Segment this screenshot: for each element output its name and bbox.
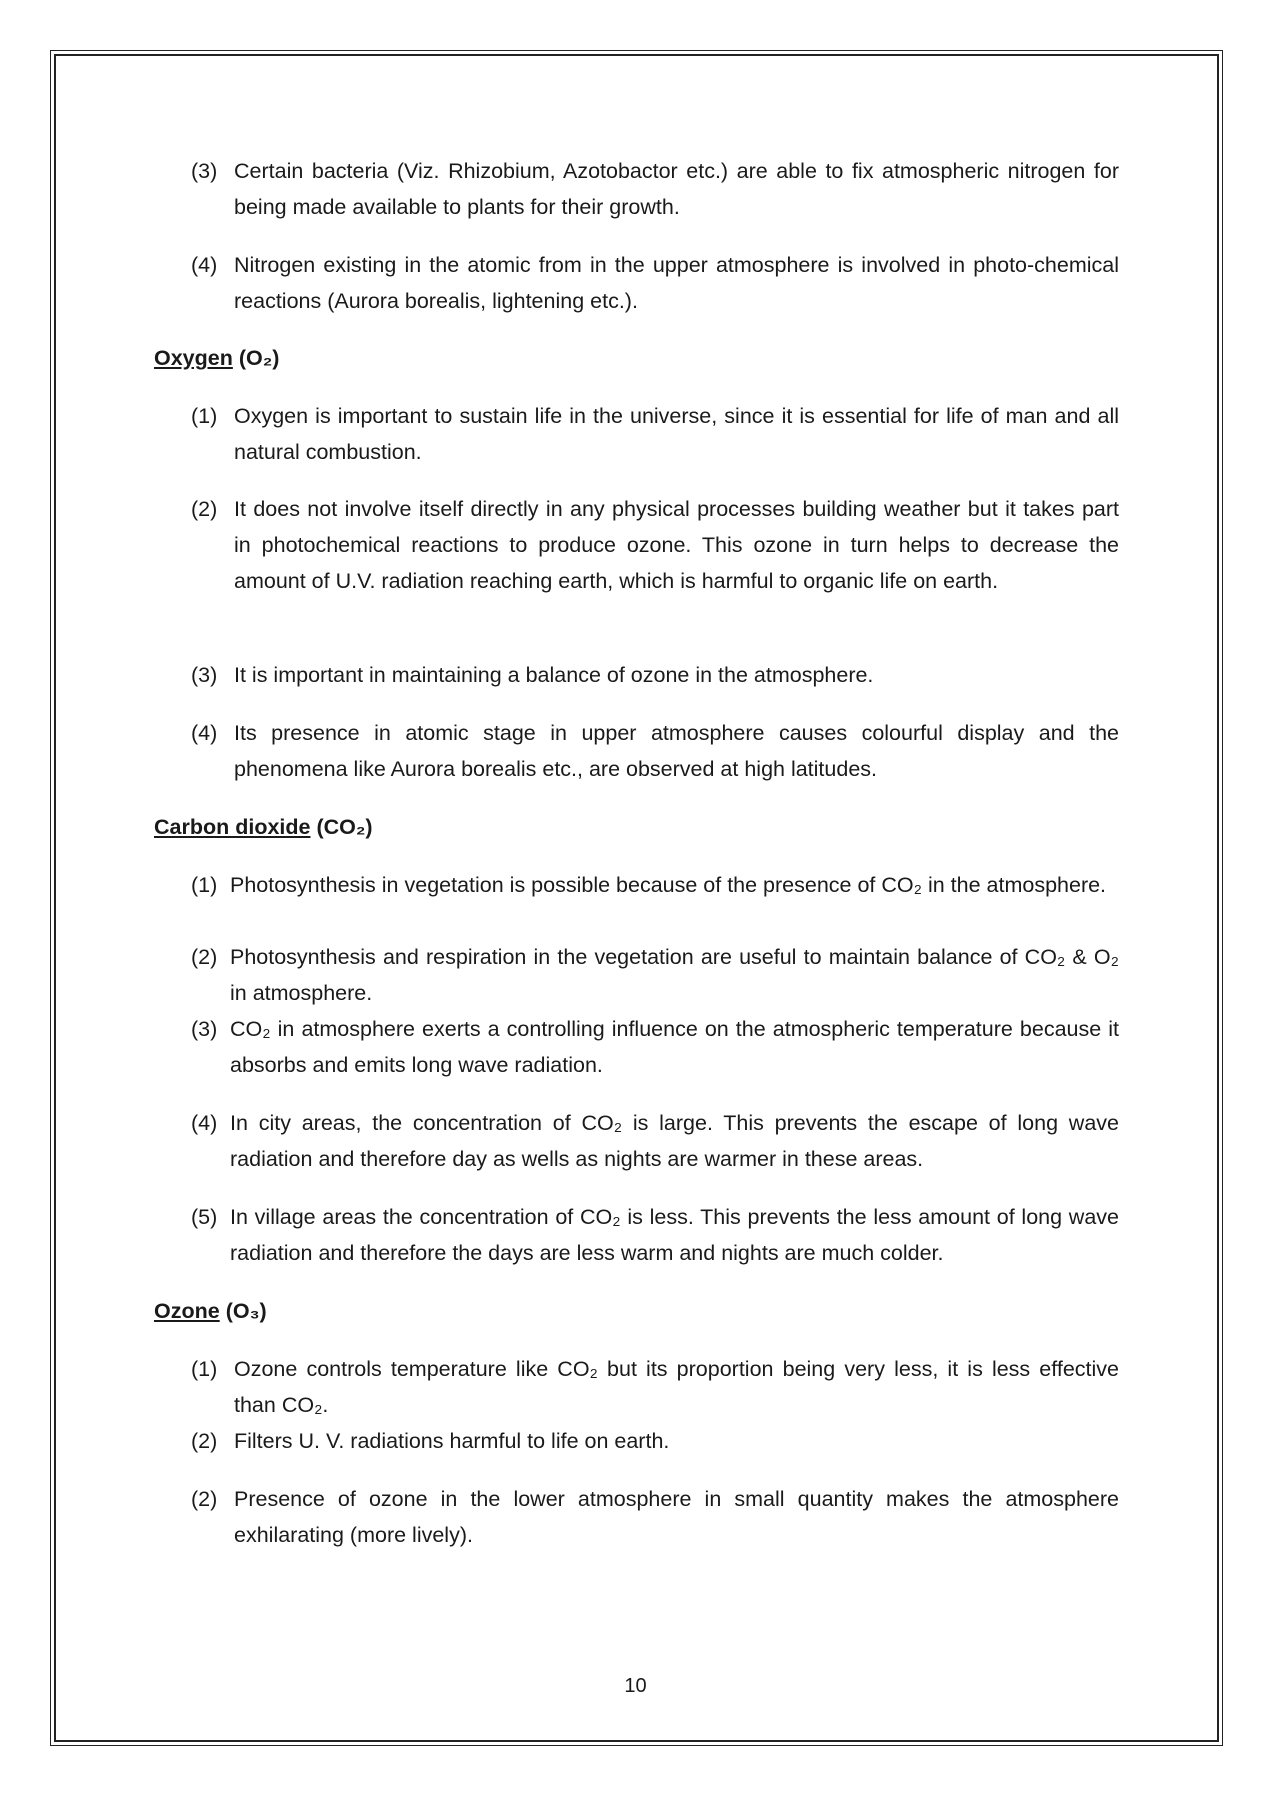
item-text: Photosynthesis in vegetation is possible because of the presence of CO₂ in the atmosphere. [230,873,1107,897]
section-heading-oxygen [154,340,279,376]
list-item [191,1199,1119,1271]
item-number: (5) [191,1205,218,1229]
list-item [191,1481,1119,1553]
item-number: (4) [191,721,218,745]
list-item [191,867,1119,903]
item-text: It does not involve itself directly in any physical processes building weather but it takes part in photochemical reactions to produce ozone. This ozone in turn helps to decrease the amount of U.V. radiation reaching earth, which is harmful to organic life on earth. [234,497,1119,593]
item-number: (2) [191,497,218,521]
item-text: Photosynthesis and respiration in the vegetation are useful to maintain balance of CO₂ & O₂ in atmosphere. [230,945,1119,1005]
item-number: (1) [191,1357,218,1381]
item-text: In city areas, the concentration of CO₂ is large. This prevents the escape of long wave radiation and therefore day as wells as nights are warmer in these areas. [230,1111,1119,1171]
section-heading-carbon-dioxide [154,809,373,845]
list-item [191,491,1119,599]
item-text: It is important in maintaining a balance of ozone in the atmosphere. [234,663,874,687]
item-number: (3) [191,159,218,183]
list-item [191,1351,1119,1423]
item-text: CO₂ in atmosphere exerts a controlling influence on the atmospheric temperature because it absorbs and emits long wave radiation. [230,1017,1119,1077]
list-item [191,153,1119,225]
item-number: (3) [191,1017,218,1041]
item-text: Certain bacteria (Viz. Rhizobium, Azotobactor etc.) are able to fix atmospheric nitrogen for being made available to plants for their growth. [234,159,1119,219]
list-item [191,657,1119,693]
heading-name: Carbon dioxide [154,815,311,839]
heading-formula: (O₃) [225,1299,267,1323]
item-number: (3) [191,663,218,687]
item-text: Presence of ozone in the lower atmosphere in small quantity makes the atmosphere exhilarating (more lively). [234,1487,1119,1547]
item-text: In village areas the concentration of CO₂ is less. This prevents the less amount of long wave radiation and therefore the days are less warm and nights are much colder. [230,1205,1119,1265]
page-number: 10 [624,1675,647,1697]
heading-formula: (CO₂) [316,815,373,839]
heading-name: Ozone [154,1299,220,1323]
item-number: (2) [191,1487,218,1511]
item-text: Ozone controls temperature like CO₂ but its proportion being very less, it is less effective than CO₂. [234,1357,1119,1417]
heading-formula: (O₂) [238,346,280,370]
list-item [191,1423,1119,1459]
heading-name: Oxygen [154,346,233,370]
item-number: (2) [191,1429,218,1453]
item-number: (4) [191,1111,218,1135]
item-number: (1) [191,873,218,897]
list-item [191,247,1119,319]
list-item [191,398,1119,470]
item-text: Nitrogen existing in the atomic from in the upper atmosphere is involved in photo-chemical reactions (Aurora borealis, lightening etc.). [234,253,1119,313]
item-text: Its presence in atomic stage in upper atmosphere causes colourful display and the phenomena like Aurora borealis etc., are observed at high latitudes. [234,721,1119,781]
list-item [191,1105,1119,1177]
item-text: Filters U. V. radiations harmful to life on earth. [234,1429,670,1453]
item-number: (4) [191,253,218,277]
item-number: (2) [191,945,218,969]
list-item [191,1011,1119,1083]
list-item [191,939,1119,1011]
section-heading-ozone [154,1293,267,1329]
item-number: (1) [191,404,218,428]
list-item [191,715,1119,787]
item-text: Oxygen is important to sustain life in the universe, since it is essential for life of man and all natural combustion. [234,404,1119,464]
